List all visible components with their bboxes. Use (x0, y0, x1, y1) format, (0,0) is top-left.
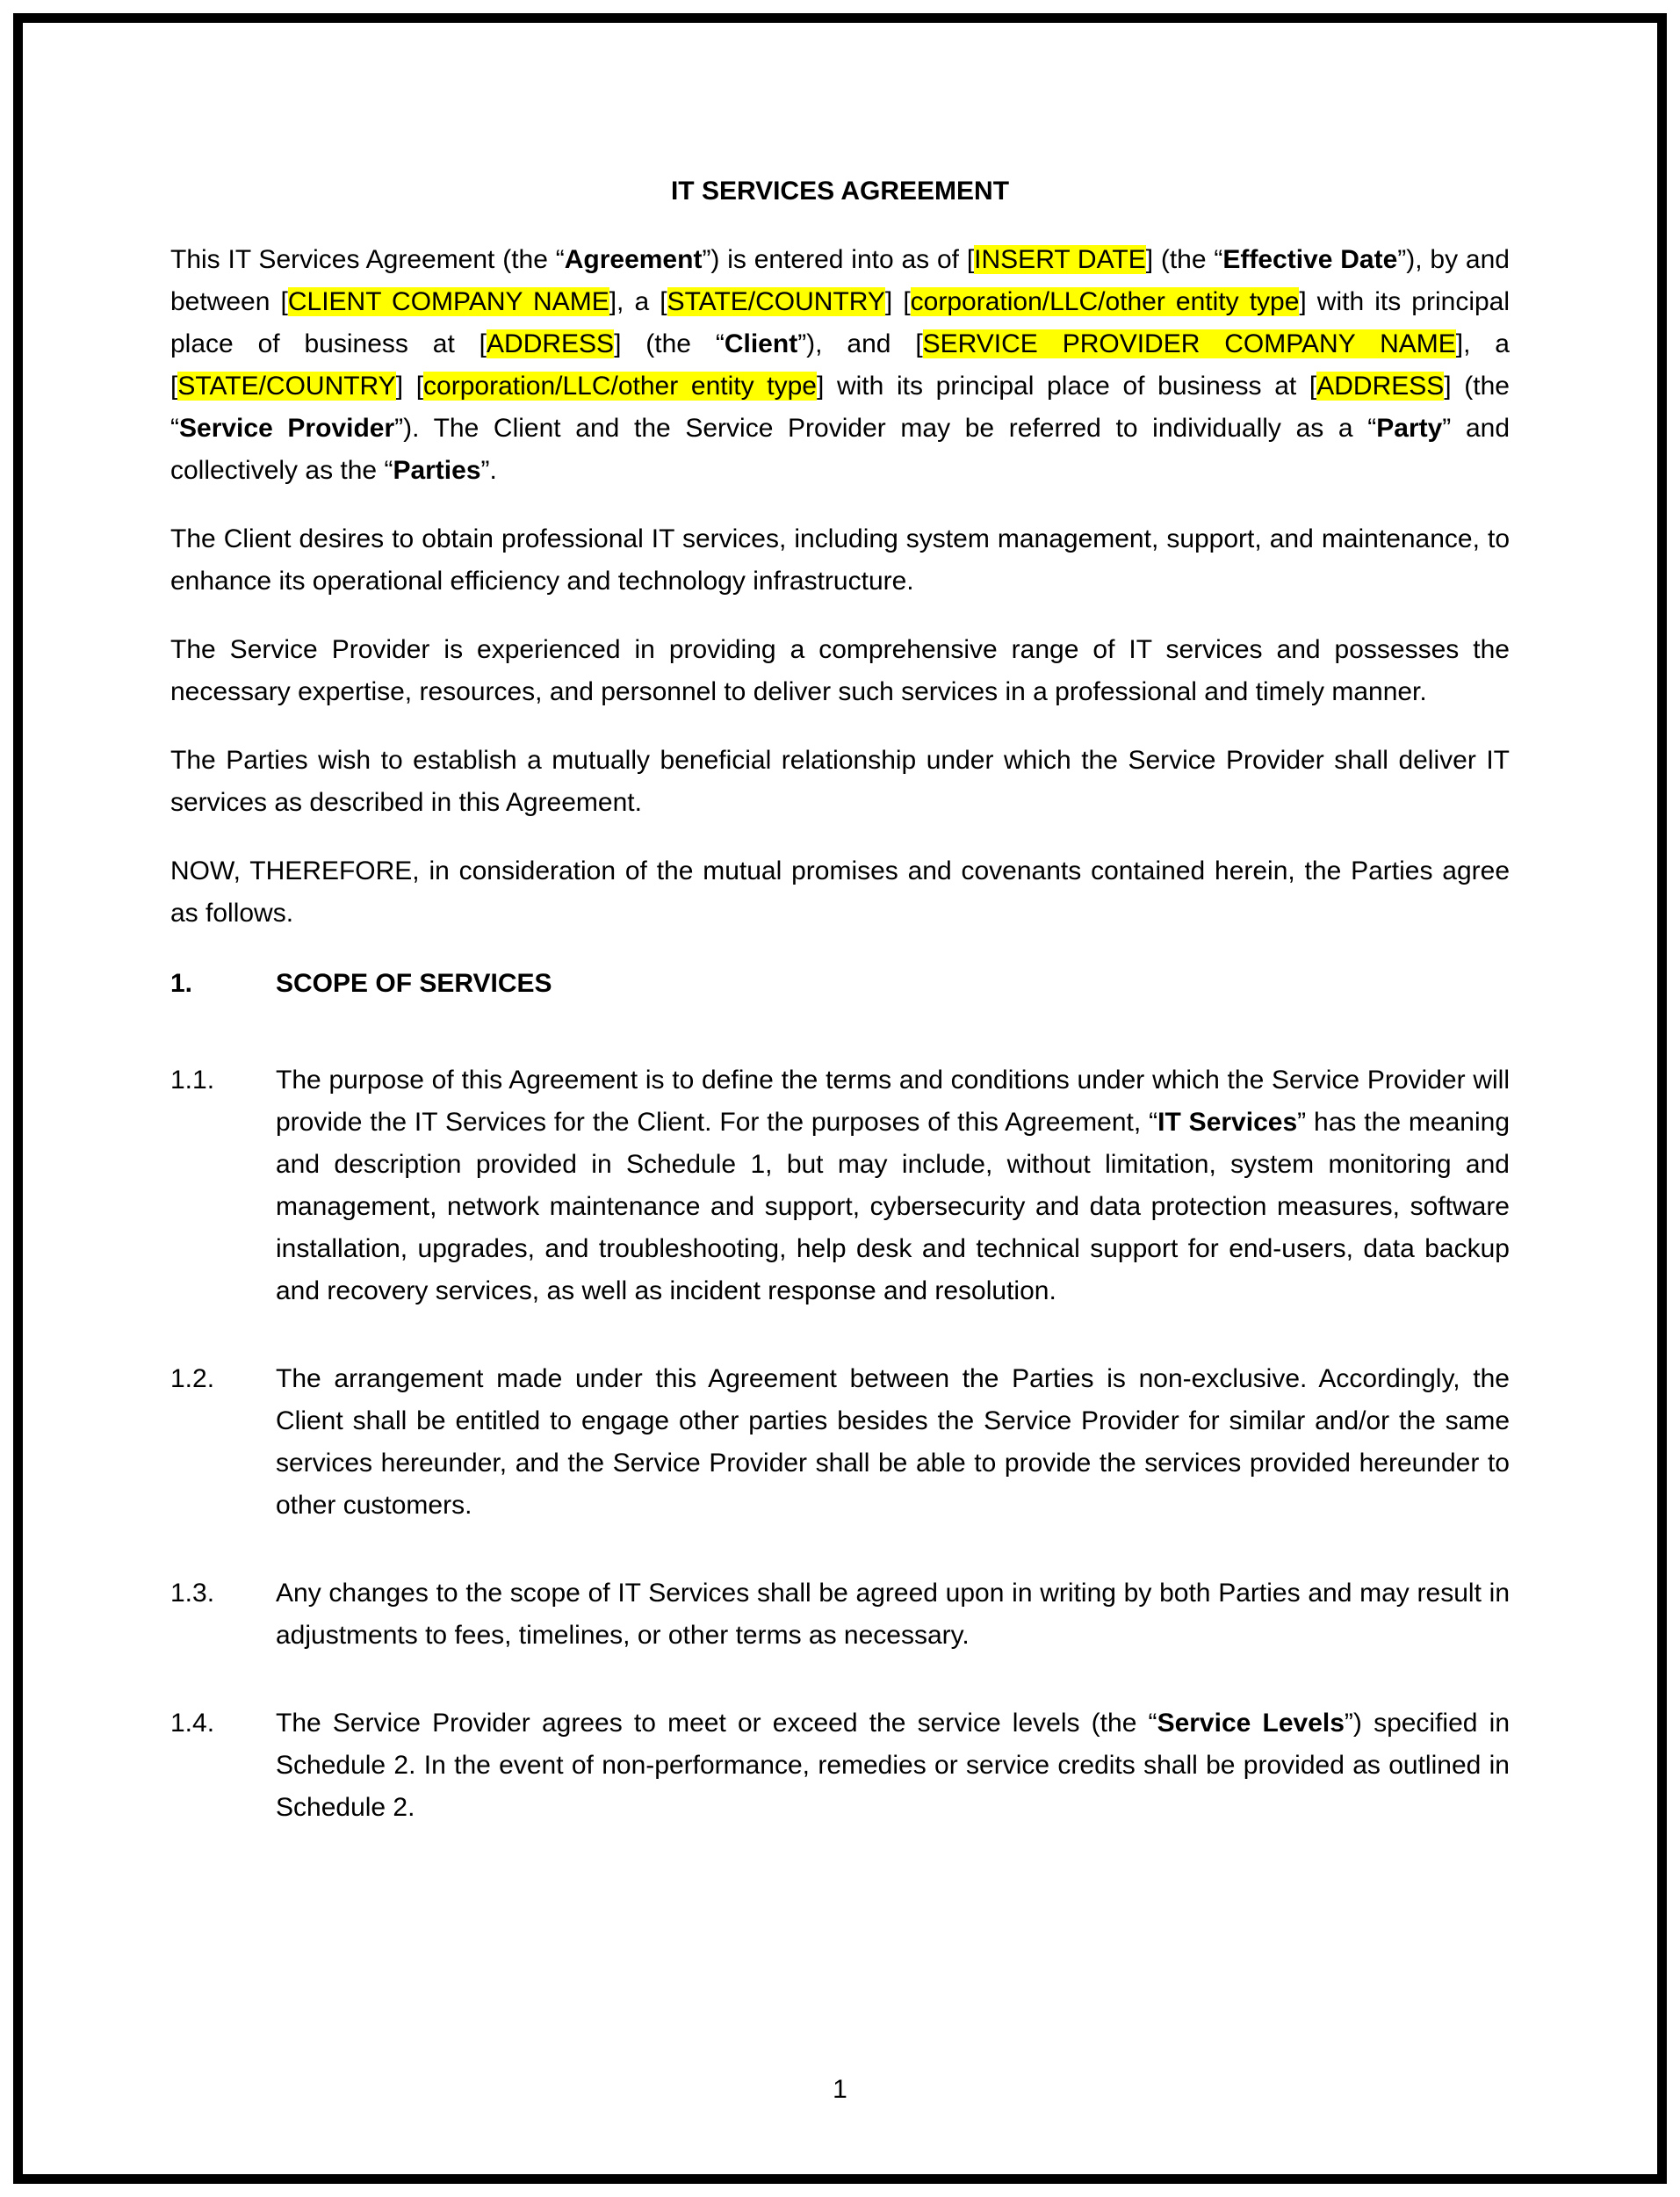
paragraph-preamble: This IT Services Agreement (the “Agreement”) is entered into as of [INSERT DATE] (the “Effective Date”), by and between [CLIENT COMPANY NAME], a [STATE/COUNTRY] [corporation/LLC/other entity type] with its principal place of business at [ADDRESS] (the “Client”), and [SERVICE PROVIDER COMPANY NAME], a [STATE/COUNTRY] [corporation/LLC/other entity type] with its principal place of business at [ADDRESS] (the “Service Provider”). The Client and the Service Provider may be referred to individually as a “Party” and collectively as the “Parties”. (170, 245, 1511, 485)
clause-number: 1.4. (170, 1709, 215, 1738)
section-1-heading (170, 963, 1510, 1005)
clause-number: 1.3. (170, 1579, 215, 1608)
section-title: SCOPE OF SERVICES (276, 969, 552, 998)
clause-text: The Service Provider agrees to meet or exceed the service levels (the “Service Levels”) specified in Schedule 2. In the event of non-performance, remedies or service credits shall be provided as outlined in Schedule 2. (276, 1709, 1510, 1822)
clause-text: The arrangement made under this Agreement between the Parties is non-exclusive. Accordingly, the Client shall be entitled to engage other parties besides the Service Provider for similar and/or the same services hereunder, and the Service Provider shall be able to provide the services provided hereunder to other customers. (276, 1364, 1510, 1520)
clause-1-1 (170, 1059, 1510, 1312)
page-number: 1 (833, 2075, 847, 2104)
paragraph-client-recital: The Client desires to obtain professional IT services, including system management, support, and maintenance, to enhance its operational efficiency and technology infrastructure. (170, 524, 1510, 596)
page-border (13, 13, 1667, 2184)
document-page (23, 23, 1657, 2174)
clause-number: 1.1. (170, 1066, 215, 1095)
document-title: IT SERVICES AGREEMENT (670, 177, 1010, 206)
section-number: 1. (170, 969, 193, 998)
paragraph-parties-recital: The Parties wish to establish a mutually beneficial relationship under which the Service Provider shall deliver IT services as described in this Agreement. (170, 746, 1510, 817)
clause-text: The purpose of this Agreement is to define the terms and conditions under which the Service Provider will provide the IT Services for the Client. For the purposes of this Agreement, “IT Services” has the meaning and description provided in Schedule 1, but may include, without limitation, system monitoring and management, network maintenance and support, cybersecurity and data protection measures, software installation, upgrades, and troubleshooting, help desk and technical support for end-users, data backup and recovery services, as well as incident response and resolution. (276, 1066, 1511, 1305)
paragraph-now-therefore: NOW, THEREFORE, in consideration of the mutual promises and covenants contained herein, the Parties agree as follows. (170, 856, 1510, 928)
clause-1-2 (170, 1358, 1510, 1527)
paragraph-provider-recital: The Service Provider is experienced in providing a comprehensive range of IT services and possesses the necessary expertise, resources, and personnel to deliver such services in a professional and timely manner. (170, 635, 1510, 706)
clause-1-3 (170, 1572, 1510, 1657)
clause-1-4 (170, 1702, 1510, 1829)
clause-text: Any changes to the scope of IT Services shall be agreed upon in writing by both Parties and may result in adjustments to fees, timelines, or other terms as necessary. (276, 1579, 1510, 1650)
clause-number: 1.2. (170, 1364, 215, 1393)
